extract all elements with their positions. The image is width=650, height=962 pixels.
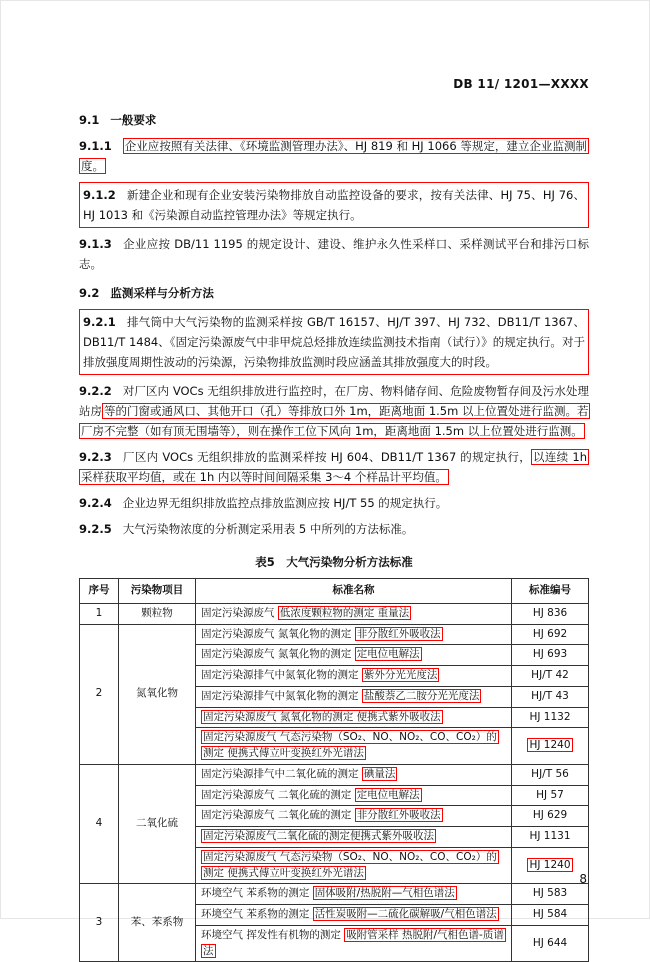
standard-code: HJ 693 — [512, 645, 589, 666]
standard-code: HJ 836 — [512, 603, 589, 624]
standard-name: 固定污染源废气 氮氧化物的测定 定电位电解法 — [196, 645, 512, 666]
col-header-no: 序号 — [80, 579, 119, 604]
standard-name: 环境空气 苯系物的测定 活性炭吸附—二硫化碳解吸/气相色谱法 — [196, 905, 512, 926]
standard-name — [196, 827, 512, 848]
clause-9-2-5 — [79, 519, 589, 539]
annotation-box: 等的门窗或通风口、其他开口（孔）等排放口外 1m，距离地面 1.5m 以上位置处进行监测。若厂房不完整（如有顶无围墙等），则在操作工位下风向 1m，距离地面 1.5m 以上位置处进行监测。 — [81, 404, 589, 438]
annotation-box: 紫外分光光度法 — [363, 669, 438, 681]
annotation-box: 以连续 1h 采样获取平均值，或在 1h 内以等时间间隔采集 3～4 个样品计平均值。 — [81, 450, 587, 484]
section-title: 一般要求 — [110, 113, 157, 127]
annotation-box: 固定污染源废气 气态污染物（SO₂、NO、NO₂、CO、CO₂）的测定 便携式傅立叶变换红外光谱法 — [203, 731, 497, 759]
standard-name: 固定污染源废气 氮氧化物的测定 非分散红外吸收法 — [196, 624, 512, 645]
table-header-row — [80, 579, 589, 604]
clause-9-2-2 — [79, 381, 589, 441]
row-no: 4 — [80, 764, 119, 884]
annotation-box: 低浓度颗粒物的测定 重量法 — [279, 606, 410, 619]
annotation-box: 碘量法 — [363, 767, 396, 780]
clause-9-2-3 — [79, 447, 589, 487]
annotation-box: 活性炭吸附—二硫化碳解吸/气相色谱法 — [314, 908, 497, 920]
clause-9-1-3 — [79, 234, 589, 274]
section-heading-9-2 — [79, 283, 589, 303]
annotation-box: 非分散红外吸收法 — [356, 627, 441, 640]
annotation-box: HJ 1240 — [529, 858, 571, 871]
annotation-box: HJ 1240 — [529, 739, 571, 752]
standard-name — [196, 707, 512, 728]
standard-code: HJ 644 — [512, 925, 589, 962]
table-caption: 表5 大气污染物分析方法标准 — [255, 555, 413, 569]
standard-name: 环境空气 挥发性有机物的测定 吸附管采样 热脱附/气相色谱-质谱法 — [196, 925, 512, 962]
annotation-box: 非分散红外吸收法 — [356, 809, 441, 822]
standard-name: 固定污染源排气中二氧化硫的测定 碘量法 — [196, 764, 512, 785]
annotation-box: 固体吸附/热脱附—气相色谱法 — [314, 887, 455, 900]
standard-code — [512, 847, 589, 884]
table-row — [80, 884, 589, 905]
standard-name: 固定污染源排气中氮氧化物的测定 盐酸萘乙二胺分光光度法 — [196, 686, 512, 707]
page-number: 8 — [579, 872, 587, 886]
standard-name: 固定污染源废气 二氧化硫的测定 定电位电解法 — [196, 785, 512, 806]
clause-9-1-2 — [83, 185, 585, 225]
standard-code: HJ/T 43 — [512, 686, 589, 707]
pollutant-item: 苯、苯系物 — [119, 884, 196, 962]
standard-code: HJ 692 — [512, 624, 589, 645]
table-row — [80, 764, 589, 785]
annotation-box: 企业应按照有关法律、《环境监测管理办法》、HJ 819 和 HJ 1066 等规定，建立企业监测制度。 — [81, 139, 587, 173]
annotation-box: 吸附管采样 热脱附/气相色谱-质谱法 — [203, 928, 504, 957]
row-no: 3 — [80, 884, 119, 962]
annotation-box: 固定污染源废气 气态污染物（SO₂、NO、NO₂、CO、CO₂）的测定 便携式傅立叶变换红外光谱法 — [203, 850, 497, 879]
standard-name — [196, 728, 512, 765]
standard-name: 固定污染源排气中氮氧化物的测定 紫外分光光度法 — [196, 666, 512, 687]
clause-text: 企业边界无组织排放监控点排放监测应按 HJ/T 55 的规定执行。 — [122, 496, 448, 510]
standard-code: HJ 1131 — [512, 827, 589, 848]
clause-number: 9.2.4 — [79, 496, 112, 510]
standard-code: HJ 629 — [512, 806, 589, 827]
clause-9-1-1 — [79, 136, 589, 176]
clause-text: 对厂区内 VOCs 无组织排放进行监控时，在厂房、物料储存间、危险废物暂存间及污水处理站房 — [79, 384, 589, 418]
doc-content — [79, 101, 589, 962]
col-header-name: 标准名称 — [196, 579, 512, 604]
analysis-methods-table — [79, 578, 589, 962]
annotation-box: 定电位电解法 — [356, 648, 420, 661]
section-title: 监测采样与分析方法 — [110, 286, 214, 300]
table-row — [80, 624, 589, 645]
clause-text: 厂区内 VOCs 无组织排放的监测采样按 HJ 604、DB11/T 1367 的规定执行， — [122, 450, 532, 464]
standard-name: 固定污染源废气 二氧化硫的测定 非分散红外吸收法 — [196, 806, 512, 827]
standard-code: HJ 1132 — [512, 707, 589, 728]
pollutant-item: 氮氧化物 — [119, 624, 196, 764]
standard-name: 环境空气 苯系物的测定 固体吸附/热脱附—气相色谱法 — [196, 884, 512, 905]
page-footer — [579, 872, 587, 886]
clause-number: 9.2.3 — [79, 450, 112, 464]
doc-header — [79, 77, 589, 91]
standard-code: HJ 583 — [512, 884, 589, 905]
standard-code: HJ/T 42 — [512, 666, 589, 687]
standard-code — [512, 728, 589, 765]
clause-number: 9.2.2 — [79, 384, 112, 398]
annotation-box: 固定污染源废气 氮氧化物的测定 便携式紫外吸收法 — [203, 710, 441, 723]
row-no: 1 — [80, 603, 119, 624]
col-header-item: 污染物项目 — [119, 579, 196, 604]
clause-9-2-4 — [79, 493, 589, 513]
standard-code: HJ 584 — [512, 905, 589, 926]
clause-number: 9.1.1 — [79, 139, 112, 153]
doc-number: DB 11/ 1201—XXXX — [453, 77, 589, 91]
annotation-box — [79, 309, 589, 375]
clause-text: 企业应按 DB/11 1195 的规定设计、建设、维护永久性采样口、采样测试平台和排污口标志。 — [79, 237, 589, 271]
clause-number: 9.1.2 — [83, 188, 116, 202]
clause-number: 9.1.3 — [79, 237, 112, 251]
annotation-box: 定电位电解法 — [356, 788, 420, 801]
section-number: 9.1 — [79, 113, 100, 127]
standard-name — [196, 847, 512, 884]
clause-text: 大气污染物浓度的分析测定采用表 5 中所列的方法标准。 — [122, 522, 414, 536]
table-row — [80, 603, 589, 624]
clause-number: 9.2.1 — [83, 315, 116, 329]
annotation-box: 固定污染源废气二氧化硫的测定便携式紫外吸收法 — [203, 830, 434, 842]
row-no: 2 — [80, 624, 119, 764]
clause-9-2-1 — [83, 312, 585, 372]
section-number: 9.2 — [79, 286, 100, 300]
section-heading-9-1 — [79, 110, 589, 130]
annotation-box — [79, 182, 589, 228]
pollutant-item: 二氧化硫 — [119, 764, 196, 884]
standard-code: HJ 57 — [512, 785, 589, 806]
annotation-box: 盐酸萘乙二胺分光光度法 — [363, 689, 480, 702]
standard-name: 固定污染源废气 低浓度颗粒物的测定 重量法 — [196, 603, 512, 624]
col-header-code: 标准编号 — [512, 579, 589, 604]
clause-text: 新建企业和现有企业安装污染物排放自动监控设备的要求，按有关法律、HJ 75、HJ 76、HJ 1013 和《污染源自动监控管理办法》等规定执行。 — [83, 188, 585, 222]
pollutant-item: 颗粒物 — [119, 603, 196, 624]
clause-text: 排气筒中大气污染物的监测采样按 GB/T 16157、HJ/T 397、HJ 732、DB11/T 1367、DB11/T 1484、《固定污染源废气中非甲烷总烃排放连续监测技术指南（试行）》的规定执行。对于排放强度周期性波动的污染源，污染物排放监测时段应涵盖其排放强度大的时段。 — [83, 315, 585, 369]
clause-number: 9.2.5 — [79, 522, 112, 536]
standard-code: HJ/T 56 — [512, 764, 589, 785]
